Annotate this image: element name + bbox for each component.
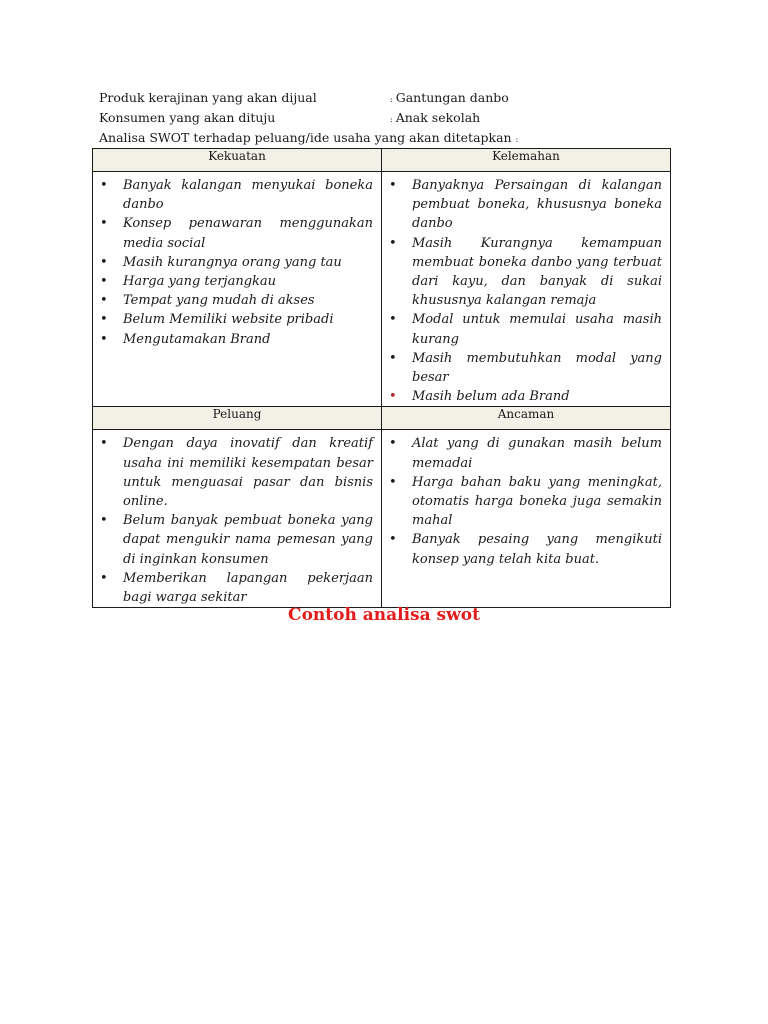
list-item: • Harga yang terjangkau (123, 272, 373, 291)
peluang-header: Peluang (93, 407, 382, 430)
list-item: • Banyak kalangan menyukai boneka danbo (123, 176, 373, 214)
ancaman-list (382, 434, 670, 568)
list-item: • Banyak pesaing yang mengikuti konsep yang telah kita buat. (412, 530, 662, 568)
list-item: • Belum Memiliki website pribadi (123, 310, 373, 329)
kelemahan-list (382, 176, 670, 406)
konsumen-value: Anak sekolah (395, 110, 481, 125)
kekuatan-cell (93, 172, 382, 407)
produk-value-line (390, 90, 509, 108)
list-item: • Masih membutuhkan modal yang besar (412, 349, 662, 387)
list-item: • Banyaknya Persaingan di kalangan pembuat boneka, khususnya boneka danbo (412, 176, 662, 234)
konsumen-label: Konsumen yang akan dituju (99, 110, 276, 125)
list-item: • Mengutamakan Brand (123, 330, 373, 349)
konsumen-value-line (390, 110, 480, 128)
separator: : (515, 135, 519, 144)
produk-value: Gantungan danbo (395, 90, 509, 105)
list-item: • Dengan daya inovatif dan kreatif usaha ini memiliki kesempatan besar untuk menguasai pasar dan bisnis online. (123, 434, 373, 511)
separator: : (390, 95, 393, 104)
list-item: • Konsep penawaran menggunakan media social (123, 214, 373, 252)
ancaman-header: Ancaman (382, 407, 671, 430)
ancaman-cell (382, 430, 671, 608)
list-item: • Belum banyak pembuat boneka yang dapat mengukir nama pemesan yang di inginkan konsumen (123, 511, 373, 569)
peluang-cell (93, 430, 382, 608)
list-item: • Masih kurangnya orang yang tau (123, 253, 373, 272)
separator: : (390, 115, 393, 124)
list-item: • Alat yang di gunakan masih belum memadai (412, 434, 662, 472)
list-item: • Harga bahan baku yang meningkat, otomatis harga boneka juga semakin mahal (412, 473, 662, 531)
list-item: • Memberikan lapangan pekerjaan bagi warga sekitar (123, 569, 373, 607)
list-item: • Tempat yang mudah di akses (123, 291, 373, 310)
analisa-intro: Analisa SWOT terhadap peluang/ide usaha yang akan ditetapkan (99, 130, 512, 145)
list-item: • Modal untuk memulai usaha masih kurang (412, 310, 662, 348)
kelemahan-cell (382, 172, 671, 407)
caption: Contoh analisa swot (288, 605, 480, 625)
kekuatan-header: Kekuatan (93, 149, 382, 172)
list-item: • Masih belum ada Brand (412, 387, 662, 406)
kekuatan-list (93, 176, 381, 349)
list-item: • Masih Kurangnya kemampuan membuat boneka danbo yang terbuat dari kayu, dan banyak di sukai khususnya kalangan remaja (412, 234, 662, 311)
swot-table (92, 148, 671, 608)
produk-label: Produk kerajinan yang akan dijual (99, 90, 317, 105)
peluang-list (93, 434, 381, 607)
kelemahan-header: Kelemahan (382, 149, 671, 172)
analisa-intro-line (99, 130, 518, 148)
